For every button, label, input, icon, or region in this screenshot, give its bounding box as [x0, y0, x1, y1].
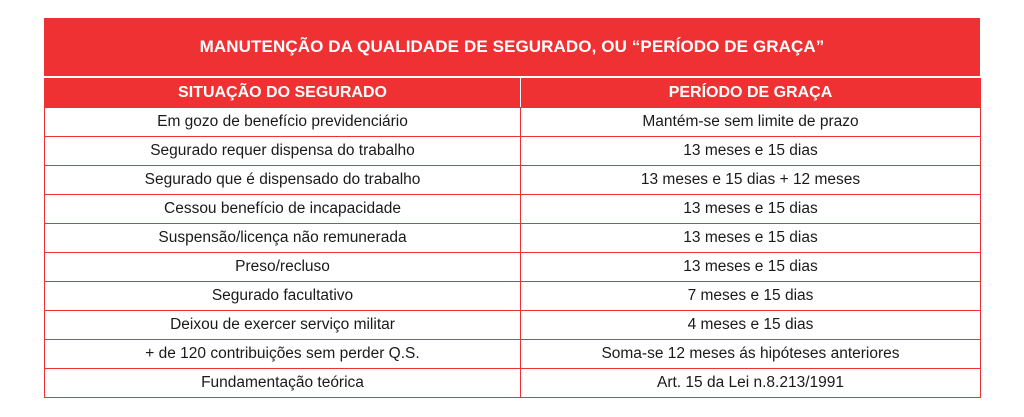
table-row	[45, 340, 981, 369]
table-row	[45, 166, 981, 195]
table-row	[45, 224, 981, 253]
cell-situacao: Deixou de exercer serviço militar	[45, 311, 521, 340]
cell-situacao: Fundamentação teórica	[45, 369, 521, 398]
cell-periodo: 13 meses e 15 dias	[521, 195, 981, 224]
cell-situacao: Segurado facultativo	[45, 282, 521, 311]
header-periodo: PERÍODO DE GRAÇA	[521, 79, 981, 108]
header-row	[45, 79, 981, 108]
table-row	[45, 253, 981, 282]
table-row	[45, 282, 981, 311]
cell-situacao: Preso/recluso	[45, 253, 521, 282]
table-row	[45, 311, 981, 340]
cell-situacao: Suspensão/licença não remunerada	[45, 224, 521, 253]
cell-situacao: Cessou benefício de incapacidade	[45, 195, 521, 224]
table-row	[45, 108, 981, 137]
cell-situacao: Em gozo de benefício previdenciário	[45, 108, 521, 137]
cell-periodo: 13 meses e 15 dias	[521, 253, 981, 282]
table-row	[45, 137, 981, 166]
cell-periodo: 13 meses e 15 dias	[521, 224, 981, 253]
cell-periodo: Soma-se 12 meses ás hipóteses anteriores	[521, 340, 981, 369]
cell-situacao: Segurado requer dispensa do trabalho	[45, 137, 521, 166]
table-row	[45, 195, 981, 224]
table-title: MANUTENÇÃO DA QUALIDADE DE SEGURADO, OU “PERÍODO DE GRAÇA”	[44, 18, 980, 76]
cell-periodo: Mantém-se sem limite de prazo	[521, 108, 981, 137]
cell-situacao: + de 120 contribuições sem perder Q.S.	[45, 340, 521, 369]
table-row	[45, 369, 981, 398]
cell-periodo: 4 meses e 15 dias	[521, 311, 981, 340]
header-situacao: SITUAÇÃO DO SEGURADO	[45, 79, 521, 108]
cell-situacao: Segurado que é dispensado do trabalho	[45, 166, 521, 195]
cell-periodo: 13 meses e 15 dias + 12 meses	[521, 166, 981, 195]
cell-periodo: Art. 15 da Lei n.8.213/1991	[521, 369, 981, 398]
grace-period-table	[44, 18, 980, 398]
cell-periodo: 7 meses e 15 dias	[521, 282, 981, 311]
data-table	[44, 78, 981, 398]
cell-periodo: 13 meses e 15 dias	[521, 137, 981, 166]
